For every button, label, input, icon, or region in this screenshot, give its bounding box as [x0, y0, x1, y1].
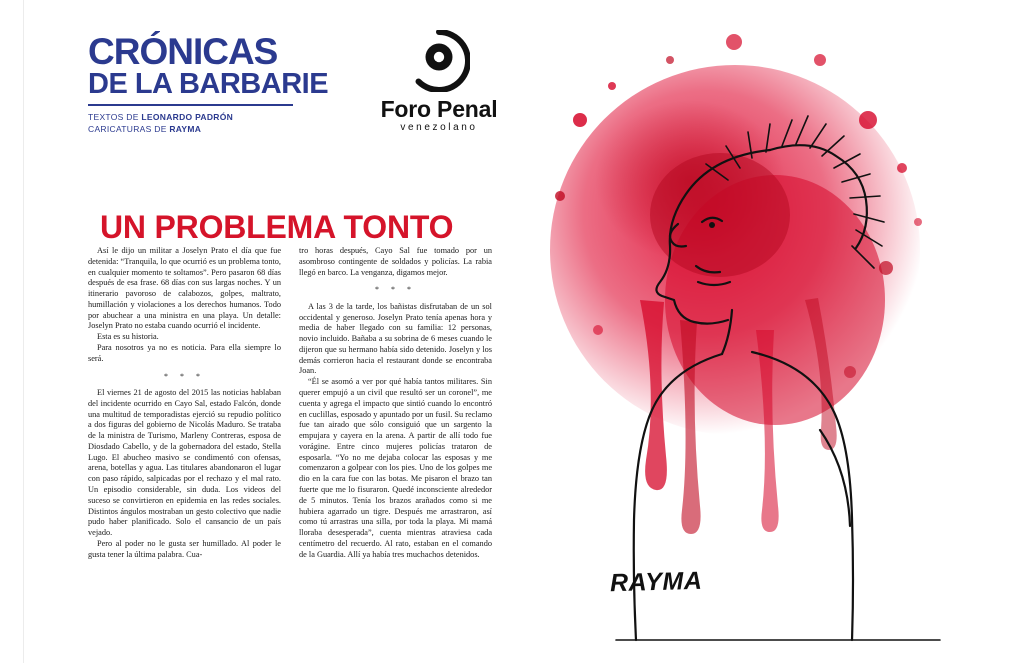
- masthead-title-line2: DE LA BARBARIE: [88, 68, 329, 101]
- section-separator: * * *: [164, 371, 205, 381]
- paragraph: Pero al poder no le gusta ser humillado. Al poder le gusta tener la última palabra. Cua-: [88, 538, 281, 559]
- paragraph: El viernes 21 de agosto del 2015 las noticias hablaban del incidente ocurrido en Cayo Sal, estado Falcón, donde una multitud de temporadistas ejerció su repudio político a dos figuras del gobierno de Nicolás Maduro. Se trataba de la ministra de Turismo, Marleny Contreras, esposa de Diosdado Cabello, y de la gobernadora del estado, Stella Lugo. El abucheo masivo se condimentó con ofensas, arena, botellas y agua. Las titulares abandonaron el lugar con paso rápido, salpicadas por el rechazo y el mal rato. Un episodio considerable, sin duda. Los videos del suceso se convirtieron en epidemia en las redes sociales. Distintos ángulos mostraban un gesto colectivo que nadie pudo haber planificado. Solo el cansancio de un país vejado.: [88, 387, 281, 538]
- masthead-title-line1: CRÓNICAS: [88, 31, 278, 72]
- paragraph: Para nosotros ya no es noticia. Para ella siempre lo será.: [88, 343, 281, 363]
- masthead-credits: [88, 111, 308, 136]
- logo-name: Foro Penal: [380, 96, 498, 122]
- article-column-1: [88, 246, 281, 560]
- masthead: [88, 31, 329, 136]
- section-separator: * * *: [375, 285, 416, 295]
- article-body: [88, 246, 493, 560]
- spine-rule: [23, 0, 24, 663]
- article-column-2: [299, 246, 492, 560]
- paragraph: tro horas después, Cayo Sal fue tomado por un asombroso contingente de soldados y policías. La rabia llegó en barco. La venganza, digamos mejor.: [299, 246, 492, 277]
- artwork-panel: [520, 0, 1024, 663]
- circle-dot-logo-icon: [408, 30, 470, 92]
- credit-author-name: LEONARDO PADRÓN: [141, 112, 234, 123]
- credit-text-label: TEXTOS DE: [88, 112, 142, 123]
- paragraph: A las 3 de la tarde, los bañistas disfrutaban de un sol occidental y generoso. Joselyn Prato tenía apenas hora y media de haber llegado con su familia: 12 personas, novio incluido. Bañaba a su sobrina de 6 meses cuando le dijeron que su hermano había sido detenido. Joselyn y los demás corrieron hacia el restaurant donde se encontraba Joan.: [299, 301, 492, 376]
- paragraph: Así le dijo un militar a Joselyn Prato el día que fue detenida: “Tranquila, lo que ocurrió es un problema tonto, en cualquier momento te soltamos”. Pero pasaron 68 días después de esa frase. 68 días con sus largas noches. Y un itinerario pavoroso de calabozos, golpes, maltrato, humillación y violaciones a los derechos humanos. Todo por abuchear a una ministra en una playa. Un detalle: Joselyn Prato no estaba cuando ocurrió el incidente.: [88, 246, 281, 331]
- credit-art-label: CARICATURAS DE: [88, 124, 170, 135]
- credit-artist-name: RAYMA: [169, 124, 202, 135]
- masthead-rule: [88, 104, 293, 106]
- red-splatter: [550, 34, 922, 534]
- artist-signature: RAYMA: [609, 566, 703, 598]
- foro-penal-logo: [374, 30, 504, 133]
- page-title: UN PROBLEMA TONTO: [100, 209, 454, 246]
- paragraph: Esta es su historia.: [97, 332, 159, 342]
- logo-subtitle: venezolano: [400, 122, 478, 133]
- paragraph: “Él se asomó a ver por qué había tantos militares. Sin querer empujó a un civil que resultó ser un coronel”, me cuenta y agrega el impacto que sintió cuando lo encontró en cuclillas, esposado y apuntado por un fusil. Su reclamo fue tan airado que sólo consiguió que un sargento la empujara y cayera en la arena. A partir de allí todo fue vorágine. Entre cinco mujeres policías trataron de esposarla. “Yo no me dejaba colocar las esposas y me comenzaron a golpear con los pies. Uno de los golpes me dio en la cara fue con las botas. Me pisaron el brazo tan fuerte que me lo fisuraron. Quedé inconsciente alrededor de 5 minutos. Tenía los brazos arañados como si me hubiera agarrado un tigre. Después me arrastraron, así como tú arrastras una silla, por toda la playa. Mi mamá lloraba desesperada”, cuenta mientras atraviesa cada centímetro del recuerdo. Al rato, estaban en el comando de la Guardia. Allí ya había tres muchachos detenidos.: [299, 377, 492, 559]
